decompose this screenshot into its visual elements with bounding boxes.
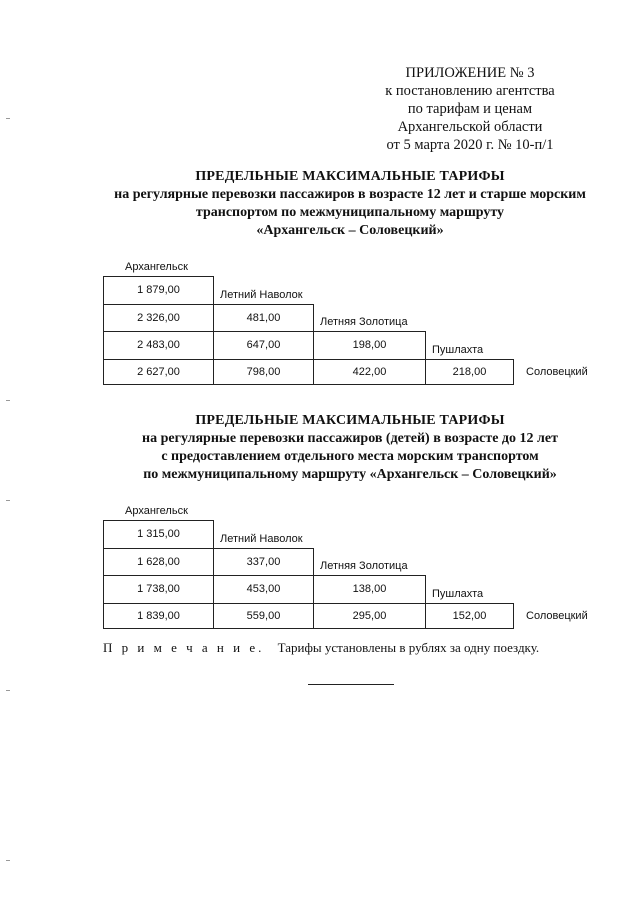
section2-title: ПРЕДЕЛЬНЫЕ МАКСИМАЛЬНЫЕ ТАРИФЫ — [195, 413, 505, 428]
table-cell: 559,00 — [214, 603, 314, 628]
scan-mark — [6, 118, 10, 119]
table-row — [104, 521, 614, 549]
table-cell: 2 627,00 — [104, 359, 214, 384]
section1-subtitle-1: на регулярные перевозки пассажиров в возрасте 12 лет и старше морским — [114, 187, 586, 202]
section2-subtitle-2: с предоставлением отдельного места морским транспортом — [161, 449, 539, 464]
stop-label: Летняя Золотица — [320, 560, 408, 572]
appendix-line-5: от 5 марта 2020 г. № 10-п/1 — [386, 137, 554, 153]
origin-label: Архангельск — [125, 505, 188, 517]
table-row — [104, 277, 614, 305]
scan-mark — [6, 500, 10, 501]
table-cell: 2 483,00 — [104, 332, 214, 360]
appendix-number: ПРИЛОЖЕНИЕ № 3 — [405, 65, 535, 81]
table-cell: 2 326,00 — [104, 304, 214, 332]
stop-label: Пушлахта — [432, 343, 484, 356]
note-text: Тарифы установлены в рублях за одну поездку. — [277, 640, 540, 655]
tariff-table — [103, 520, 614, 629]
section2-tariff-matrix — [103, 502, 614, 629]
scan-mark — [6, 860, 10, 861]
table-cell: 337,00 — [214, 548, 314, 576]
table-row — [104, 603, 614, 628]
table-cell: 481,00 — [214, 304, 314, 332]
stop-label: Соловецкий — [526, 609, 588, 622]
scan-mark — [6, 400, 10, 401]
table-cell: 218,00 — [426, 359, 514, 384]
scan-mark — [6, 690, 10, 691]
table-cell: 198,00 — [314, 332, 426, 360]
appendix-line-4: Архангельской области — [397, 119, 543, 135]
section1-heading — [60, 168, 640, 240]
table-row — [104, 548, 614, 576]
stop-label: Летняя Золотица — [320, 316, 408, 328]
section2-heading — [60, 412, 640, 484]
section2-subtitle-3: по межмуниципальному маршруту «Архангельск – Соловецкий» — [143, 467, 557, 482]
table-cell: 1 839,00 — [104, 603, 214, 628]
note-label: П р и м е ч а н и е. — [103, 640, 265, 655]
note — [103, 640, 539, 656]
table-cell: 138,00 — [314, 576, 426, 604]
section1-subtitle-3: «Архангельск – Соловецкий» — [256, 223, 444, 238]
stop-label: Летний Наволок — [220, 532, 303, 545]
table-cell: 152,00 — [426, 603, 514, 628]
stop-label: Пушлахта — [432, 587, 484, 600]
table-cell: 295,00 — [314, 603, 426, 628]
tariff-table — [103, 276, 614, 385]
section1-subtitle-2: транспортом по межмуниципальному маршруту — [195, 205, 505, 220]
stop-label: Соловецкий — [526, 365, 588, 378]
table-cell: 798,00 — [214, 359, 314, 384]
end-rule — [308, 684, 394, 685]
table-row — [104, 304, 614, 332]
table-cell: 1 628,00 — [104, 548, 214, 576]
table-cell: 1 315,00 — [104, 521, 214, 549]
section1-title: ПРЕДЕЛЬНЫЕ МАКСИМАЛЬНЫЕ ТАРИФЫ — [195, 169, 505, 184]
table-cell: 1 738,00 — [104, 576, 214, 604]
table-row — [104, 576, 614, 604]
table-cell: 453,00 — [214, 576, 314, 604]
appendix-line-2: к постановлению агентства — [385, 83, 555, 99]
appendix-header — [330, 64, 610, 154]
table-cell: 647,00 — [214, 332, 314, 360]
section2-subtitle-1: на регулярные перевозки пассажиров (детей) в возрасте до 12 лет — [142, 431, 558, 446]
section1-tariff-matrix — [103, 258, 614, 385]
stop-label: Летний Наволок — [220, 288, 303, 301]
appendix-line-3: по тарифам и ценам — [407, 101, 533, 117]
table-cell: 422,00 — [314, 359, 426, 384]
table-cell: 1 879,00 — [104, 277, 214, 305]
table-row — [104, 332, 614, 360]
origin-label: Архангельск — [125, 261, 188, 273]
table-row — [104, 359, 614, 384]
